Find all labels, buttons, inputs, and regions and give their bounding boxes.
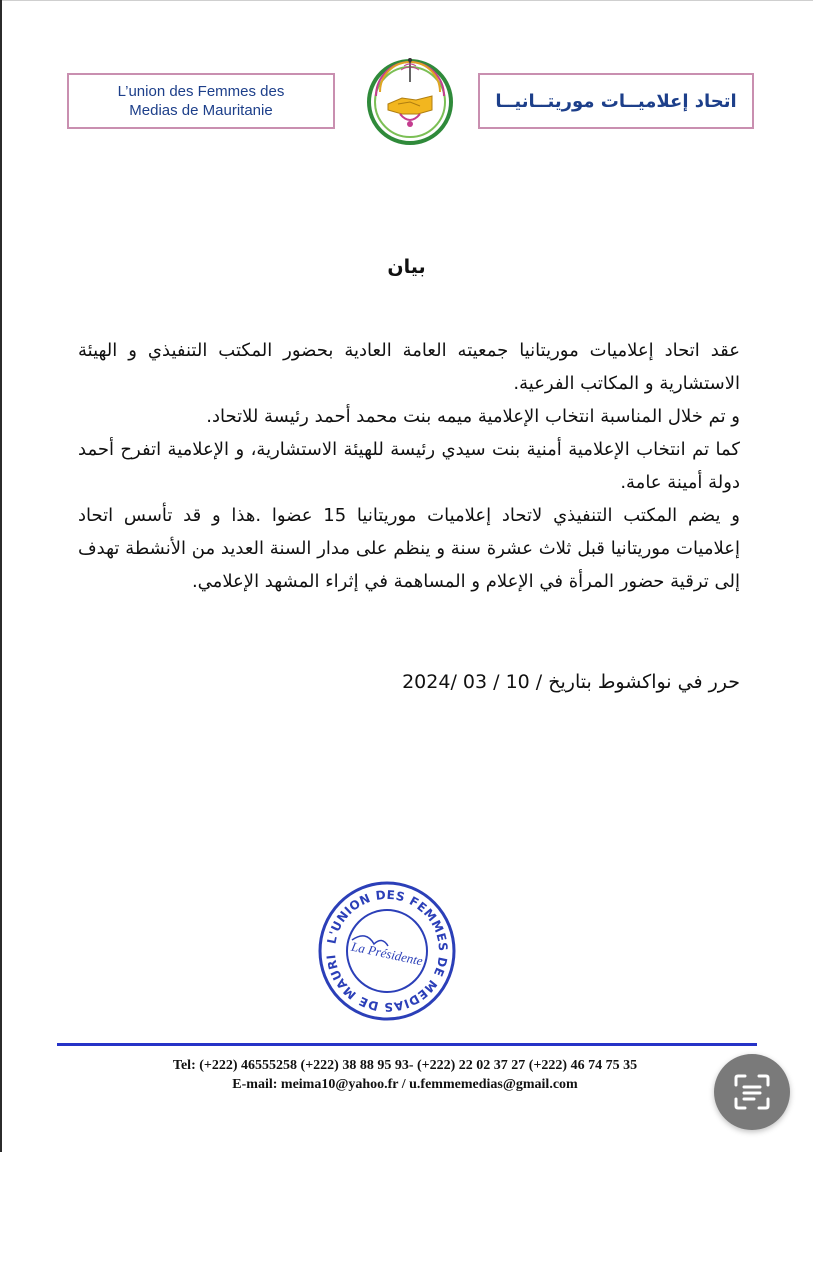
footer-divider	[57, 1043, 757, 1046]
header-org-name-fr-box	[67, 73, 335, 129]
footer-phone: Tel: (+222) 46555258 (+222) 38 88 95 93- (+222) 22 02 37 27 (+222) 46 74 75 35	[172, 1058, 638, 1073]
page-left-edge	[0, 0, 2, 1152]
statement-paragraph: و تم خلال المناسبة انتخاب الإعلامية ميمه بنت محمد أحمد رئيسة للاتحاد.	[206, 406, 740, 427]
stamp-ring-text: L'UNION DES FEMMES DE MEDIAS DE MAURI	[324, 887, 451, 1015]
statement-paragraph: و يضم المكتب التنفيذي لاتحاد إعلاميات موريتانيا 15 عضوا .هذا و قد تأسس اتحاد إعلاميات موريتانيا قبل ثلاث عشرة سنة و ينظم على مدار السنة العديد من الأنشطة تهدف إلى ترقية حضور المرأة في الإعلام و المساهمة في إثراء المشهد الإعلامي.	[78, 505, 740, 592]
statement-paragraph: كما تم انتخاب الإعلامية أمنية بنت سيدي رئيسة للهيئة الاستشارية، و الإعلامية اتفرح أحمد دولة أمينة عامة.	[78, 439, 740, 493]
statement-body	[78, 334, 740, 598]
org-name-fr-line1: L’union des Femmes des	[117, 83, 285, 100]
stamp-signature: La Présidente	[350, 938, 425, 969]
org-name-ar: اتحاد إعلاميــات موريتــانيــا	[495, 90, 737, 112]
header-org-name-ar-box	[478, 73, 754, 129]
official-stamp	[316, 880, 458, 1022]
page-top-edge	[0, 0, 813, 1]
text-scan-button[interactable]	[714, 1054, 790, 1130]
text-scan-icon	[732, 1072, 772, 1112]
footer-email: E-mail: meima10@yahoo.fr / u.femmemedias@gmail.com	[232, 1077, 578, 1092]
org-name-fr-line2: Medias de Mauritanie	[129, 102, 273, 119]
statement-paragraph: عقد اتحاد إعلاميات موريتانيا جمعيته العامة العادية بحضور المكتب التنفيذي و الهيئة الاستشارية و المكاتب الفرعية.	[78, 340, 740, 394]
union-handshake-logo-icon	[358, 52, 462, 152]
statement-title: بيان	[387, 256, 426, 278]
statement-dateline: حرر في نواكشوط بتاريخ / 10 / 03 /2024	[402, 671, 740, 693]
